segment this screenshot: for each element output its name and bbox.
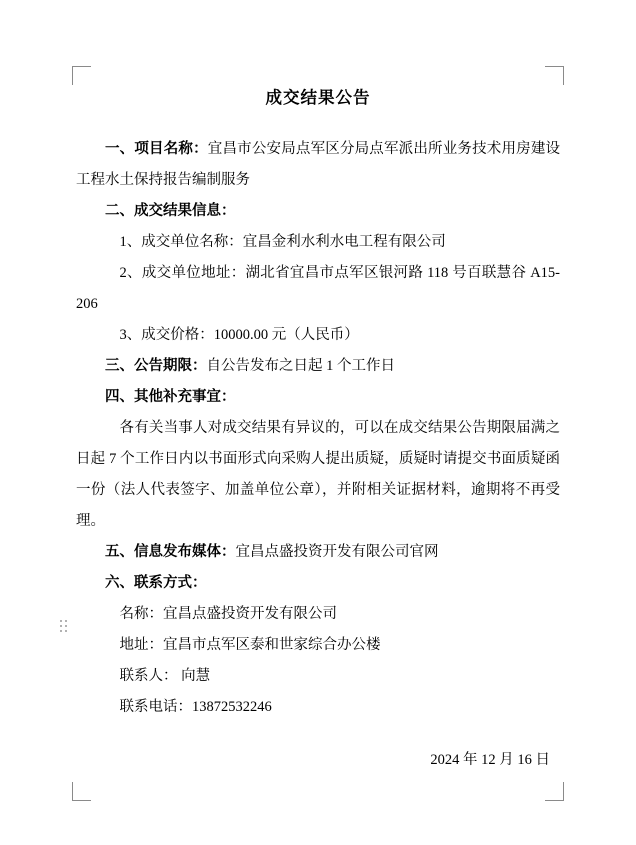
crop-mark-bottom-left [72, 782, 91, 801]
result-item-winner-name-label: 1、成交单位名称： [119, 234, 243, 250]
section-project-name-heading: 一、项目名称： [105, 141, 208, 157]
result-item-price-label: 3、成交价格： [119, 327, 214, 343]
section-result-info-heading: 二、成交结果信息： [105, 203, 236, 219]
result-item-price [76, 320, 560, 351]
section-contact-heading: 六、联系方式： [105, 575, 207, 591]
contact-phone [76, 692, 560, 723]
contact-address-label: 地址： [119, 637, 163, 653]
contact-address [76, 630, 560, 661]
section-notice-period-heading: 三、公告期限： [105, 358, 207, 374]
section-notice-period-text: 自公告发布之日起 1 个工作日 [206, 358, 395, 374]
contact-person-label: 联系人： [119, 668, 178, 684]
contact-phone-value: 13872532246 [192, 699, 272, 715]
section-notice-period [76, 351, 560, 382]
page-title: 成交结果公告 [265, 88, 371, 107]
contact-person-value: 向慧 [181, 668, 211, 684]
result-item-winner-name-value: 宜昌金利水利水电工程有限公司 [242, 234, 446, 250]
contact-name-label: 名称： [119, 606, 163, 622]
contact-name [76, 599, 560, 630]
result-item-winner-address [76, 258, 560, 320]
contact-address-value: 宜昌市点军区泰和世家综合办公楼 [163, 637, 381, 653]
result-item-winner-name [76, 227, 560, 258]
contact-name-value: 宜昌点盛投资开发有限公司 [163, 606, 337, 622]
result-item-price-value: 10000.00 元（人民币） [213, 327, 359, 343]
section-media-text: 宜昌点盛投资开发有限公司官网 [235, 544, 439, 560]
section-project-name-text: 宜昌市公安局点军区分局点军派出所业务技术用房建设工程水土保持报告编制服务 [76, 141, 561, 188]
result-item-winner-address-value: 湖北省宜昌市点军区银河路 118 号百联慧谷 A15-206 [76, 265, 560, 312]
document-date: 2024 年 12 月 16 日 [430, 752, 550, 768]
section-supplement-heading: 四、其他补充事宜： [105, 389, 236, 405]
section-media [76, 537, 560, 568]
contact-phone-label: 联系电话： [119, 699, 192, 715]
section-supplement-text: 各有关当事人对成交结果有异议的，可以在成交结果公告期限届满之日起 7 个工作日内以书面形式向采购人提出质疑，质疑时请提交书面质疑函一份（法人代表签字、加盖单位公章），并附相关证据材料，逾期将不再受理。 [76, 420, 560, 529]
section-media-heading: 五、信息发布媒体： [105, 544, 236, 560]
result-item-winner-address-label: 2、成交单位地址： [119, 265, 246, 281]
contact-person [76, 661, 560, 692]
section-project-name [76, 134, 560, 196]
drag-handle-icon[interactable] [60, 620, 69, 634]
crop-mark-bottom-right [545, 782, 564, 801]
document-content [72, 66, 564, 776]
